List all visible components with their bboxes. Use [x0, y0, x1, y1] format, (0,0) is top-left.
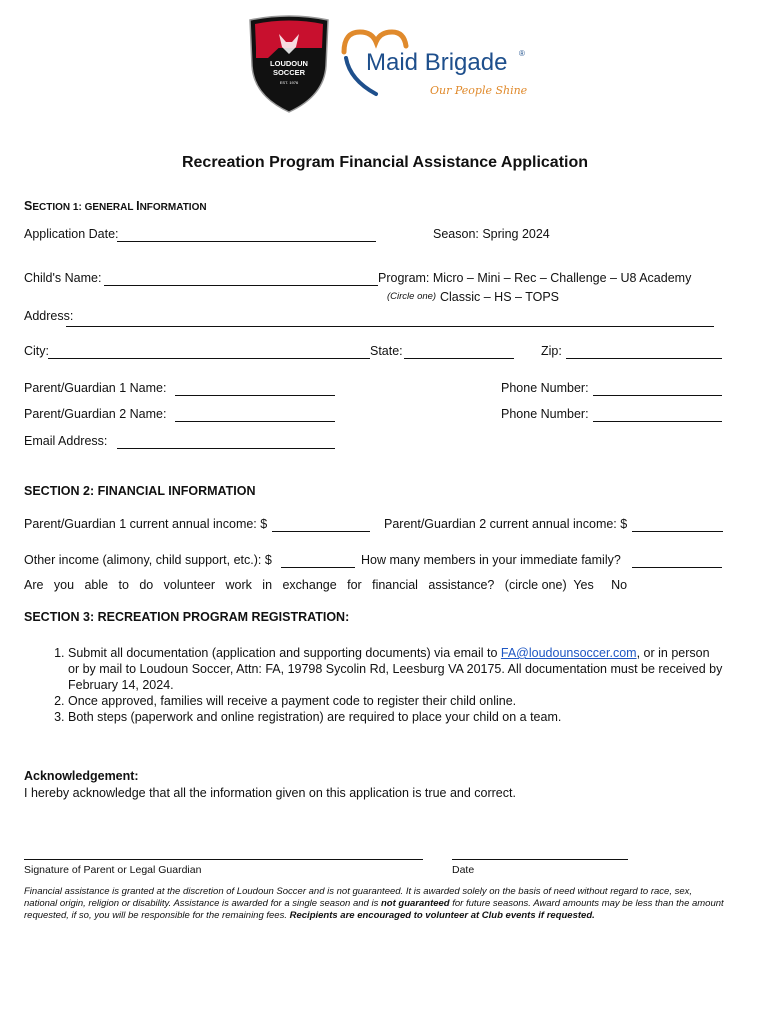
income1-label: Parent/Guardian 1 current annual income: $ [24, 517, 268, 531]
section1-heading: SECTION 1: GENERAL INFORMATION [24, 199, 207, 213]
zip-field[interactable] [566, 344, 722, 359]
program-label: Program: Micro – Mini – Rec – Challenge – U8 Academy [378, 271, 692, 285]
volunteer-question: Are you able to do volunteer work in exchange for financial assistance? (circle one) Yes No [24, 578, 628, 592]
income1-field[interactable] [272, 517, 370, 532]
childs-name-field[interactable] [104, 271, 378, 286]
list-item: 3. Both steps (paperwork and online registration) are required to place your child on a team. [68, 709, 724, 725]
city-field[interactable] [48, 344, 370, 359]
page-title: Recreation Program Financial Assistance Application [181, 154, 589, 171]
phone1-label: Phone Number: [501, 381, 589, 395]
phone2-field[interactable] [593, 407, 722, 422]
circle-one-note: (Circle one) [387, 291, 437, 302]
address-field[interactable] [66, 312, 714, 327]
email-field[interactable] [117, 434, 335, 449]
brigade-name: Maid Brigade [366, 49, 508, 76]
signature-label: Signature of Parent or Legal Guardian [24, 864, 202, 876]
acknowledgement-heading: Acknowledgement: [24, 769, 139, 783]
list-item: 1. Submit all documentation (application and supporting documents) via email to FA@loudounsoccer.com, or in person or by mail to Loudoun Soccer, Attn: FA, 19798 Sycolin Rd, Leesburg VA 20175. All documentation must be received by February 14, 2024. [68, 645, 724, 693]
soccer-logo-line1: LOUDOUN [270, 59, 308, 68]
registration-steps-list [24, 645, 724, 725]
family-members-field[interactable] [632, 553, 722, 568]
guardian2-name-field[interactable] [175, 407, 335, 422]
loudoun-soccer-logo [246, 14, 332, 114]
income2-field[interactable] [632, 517, 723, 532]
list-item: 2. Once approved, families will receive a payment code to register their child online. [68, 693, 724, 709]
city-label: City: [24, 344, 49, 358]
footer-disclaimer: Financial assistance is granted at the discretion of Loudoun Soccer and is not guaranteed. It is awarded solely on the basis of need without regard to race, sex, national origin, religion or disability. Assistance is awarded for a single season and is not guaranteed for future seasons. Award amounts may be less than the amount requested, if so, you will be responsible for the remaining fees. Recipients are encouraged to volunteer at Club events if requested. [24, 886, 724, 921]
zip-label: Zip: [541, 344, 562, 358]
season-label: Season: Spring 2024 [433, 227, 550, 241]
date-label: Date [452, 864, 475, 876]
state-field[interactable] [404, 344, 514, 359]
brigade-registered-mark: ® [519, 49, 525, 58]
application-date-field[interactable] [117, 227, 376, 242]
guardian2-name-label: Parent/Guardian 2 Name: [24, 407, 167, 421]
other-income-field[interactable] [281, 553, 355, 568]
other-income-label: Other income (alimony, child support, etc.): $ [24, 553, 272, 567]
family-members-label: How many members in your immediate family? [361, 553, 621, 567]
email-label: Email Address: [24, 434, 108, 448]
state-label: State: [370, 344, 403, 358]
address-label: Address: [24, 309, 74, 323]
program-options-line2: Classic – HS – TOPS [440, 290, 560, 304]
guardian1-name-label: Parent/Guardian 1 Name: [24, 381, 167, 395]
signature-line[interactable] [24, 859, 423, 860]
section2-heading: SECTION 2: FINANCIAL INFORMATION [24, 484, 256, 498]
email-link[interactable]: FA@loudounsoccer.com [500, 646, 637, 660]
section3-heading: SECTION 3: RECREATION PROGRAM REGISTRATION: [24, 610, 350, 624]
maid-brigade-logo [338, 24, 528, 100]
phone2-label: Phone Number: [501, 407, 589, 421]
date-line[interactable] [452, 859, 628, 860]
soccer-logo-line2: SOCCER [272, 68, 306, 77]
application-date-label: Application Date: [24, 227, 119, 241]
brigade-tagline: Our People Shine [430, 84, 528, 97]
income2-label: Parent/Guardian 2 current annual income: $ [384, 517, 628, 531]
soccer-logo-line3: EST. 1976 [279, 80, 299, 85]
guardian1-name-field[interactable] [175, 381, 335, 396]
phone1-field[interactable] [593, 381, 722, 396]
acknowledgement-text: I hereby acknowledge that all the information given on this application is true and correct. [24, 786, 516, 800]
childs-name-label: Child's Name: [24, 271, 102, 285]
